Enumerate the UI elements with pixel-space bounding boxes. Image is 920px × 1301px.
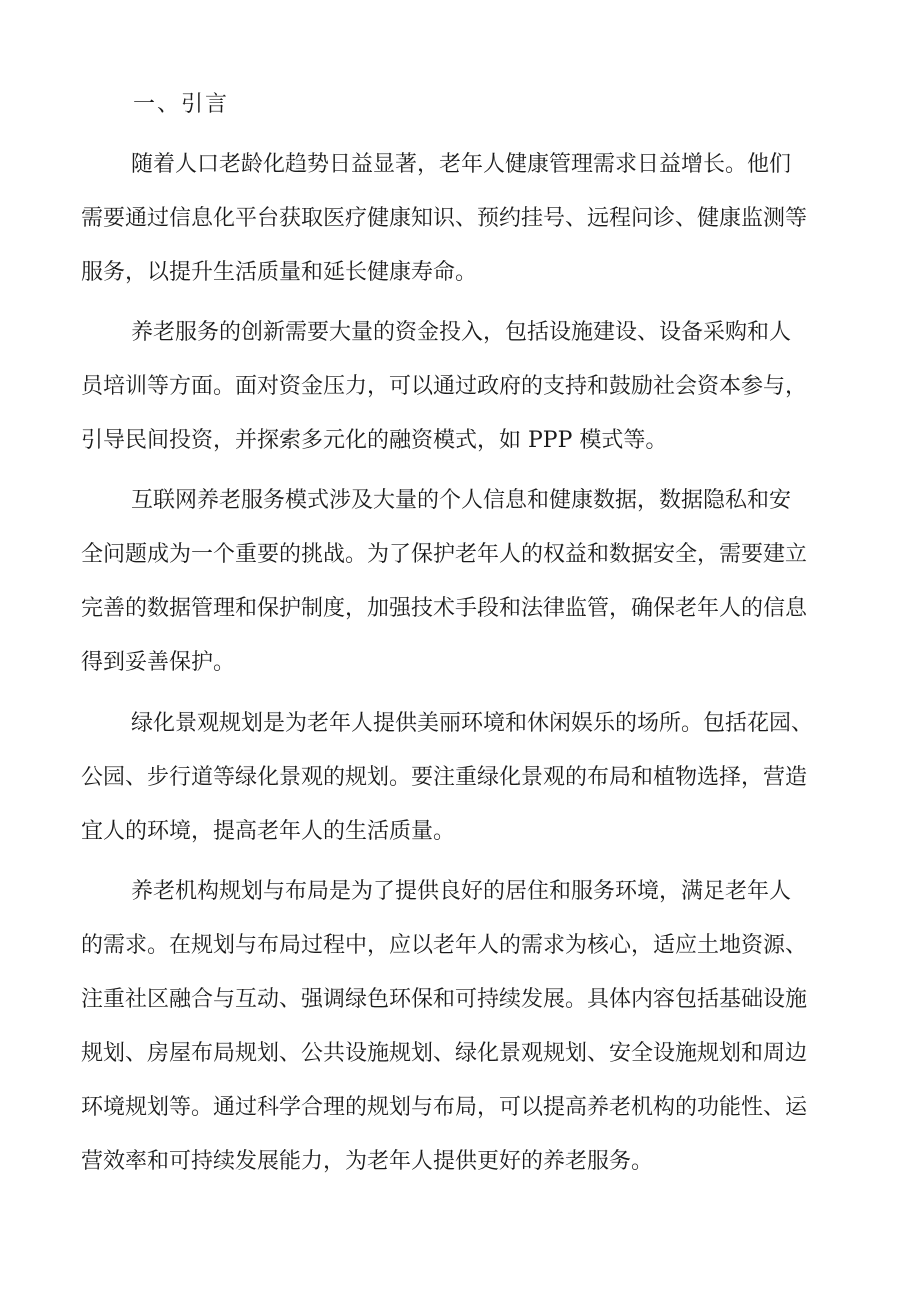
paragraph-3-line-4: 得到妥善保护。 [81,650,236,675]
paragraph-3-line-3: 完善的数据管理和保护制度，加强技术手段和法律监管，确保老年人的信息 [81,596,808,621]
paragraph-3-line-2: 全问题成为一个重要的挑战。为了保护老年人的权益和数据安全，需要建立 [81,542,808,567]
paragraph-5-line-6: 营效率和可持续发展能力，为老年人提供更好的养老服务。 [81,1149,654,1174]
paragraph-1-line-1: 随着人口老龄化趋势日益显著，老年人健康管理需求日益增长。他们 [131,152,792,177]
paragraph-1-line-3: 服务，以提升生活质量和延长健康寿命。 [81,260,478,285]
paragraph-1-line-2: 需要通过信息化平台获取医疗健康知识、预约挂号、远程问诊、健康监测等 [81,206,808,231]
paragraph-5-line-1: 养老机构规划与布局是为了提供良好的居住和服务环境，满足老年人 [131,879,792,904]
paragraph-5-line-5: 环境规划等。通过科学合理的规划与布局，可以提高养老机构的功能性、运 [81,1095,808,1120]
paragraph-4-line-3: 宜人的环境，提高老年人的生活质量。 [81,819,456,844]
paragraph-2-line-1: 养老服务的创新需要大量的资金投入，包括设施建设、设备采购和人 [131,320,792,345]
paragraph-2-line-2: 员培训等方面。面对资金压力，可以通过政府的支持和鼓励社会资本参与， [81,374,808,399]
paragraph-2-line-3: 引导民间投资，并探索多元化的融资模式，如 PPP 模式等。 [81,428,668,453]
paragraph-3-line-1: 互联网养老服务模式涉及大量的个人信息和健康数据，数据隐私和安 [131,488,792,513]
paragraph-4-line-1: 绿化景观规划是为老年人提供美丽环境和休闲娱乐的场所。包括花园、 [131,711,814,736]
paragraph-5-line-4: 规划、房屋布局规划、公共设施规划、绿化景观规划、安全设施规划和周边 [81,1041,808,1066]
paragraph-4-line-2: 公园、步行道等绿化景观的规划。要注重绿化景观的布局和植物选择，营造 [81,765,808,790]
paragraph-5-line-3: 注重社区融合与互动、强调绿色环保和可持续发展。具体内容包括基础设施 [81,987,808,1012]
paragraph-5-line-2: 的需求。在规划与布局过程中，应以老年人的需求为核心，适应土地资源、 [81,933,808,958]
section-heading: 一、引言 [133,92,230,117]
